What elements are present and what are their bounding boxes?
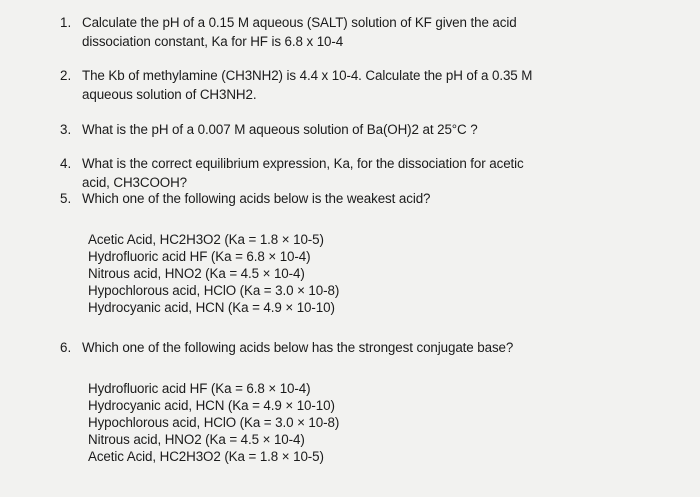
question-text-line: Which one of the following acids below has the strongest conjugate base? [82, 340, 514, 355]
acid-list-item: Hydrofluoric acid HF (Ka = 6.8 × 10-4) [88, 249, 311, 264]
acid-list-item: Acetic Acid, HC2H3O2 (Ka = 1.8 × 10-5) [88, 449, 324, 464]
acid-list-item: Hypochlorous acid, HClO (Ka = 3.0 × 10-8) [88, 415, 340, 430]
acid-list-item: Nitrous acid, HNO2 (Ka = 4.5 × 10-4) [88, 432, 305, 447]
acid-list-item: Acetic Acid, HC2H3O2 (Ka = 1.8 × 10-5) [88, 232, 324, 247]
question-text-line: Which one of the following acids below is the weakest acid? [82, 191, 431, 206]
question-text-line: dissociation constant, Ka for HF is 6.8 x 10-4 [82, 34, 344, 49]
question-text-line: What is the correct equilibrium expression, Ka, for the dissociation for acetic [82, 156, 524, 171]
question-number: 5. [60, 191, 72, 206]
question-text-line: aqueous solution of CH3NH2. [82, 87, 257, 102]
question-number: 4. [60, 156, 72, 171]
question-text-line: What is the pH of a 0.007 M aqueous solution of Ba(OH)2 at 25°C ? [82, 122, 478, 137]
acid-list-item: Hypochlorous acid, HClO (Ka = 3.0 × 10-8) [88, 283, 340, 298]
question-number: 1. [60, 15, 72, 30]
question-text-line: Calculate the pH of a 0.15 M aqueous (SALT) solution of KF given the acid [82, 15, 517, 30]
question-number: 3. [60, 122, 72, 137]
question-text-line: The Kb of methylamine (CH3NH2) is 4.4 x 10-4. Calculate the pH of a 0.35 M [82, 68, 533, 83]
question-number: 6. [60, 340, 72, 355]
acid-list-item: Hydrocyanic acid, HCN (Ka = 4.9 × 10-10) [88, 398, 335, 413]
question-number: 2. [60, 68, 72, 83]
acid-list-item: Hydrofluoric acid HF (Ka = 6.8 × 10-4) [88, 381, 311, 396]
question-text-line: acid, CH3COOH? [82, 175, 188, 190]
acid-list-item: Nitrous acid, HNO2 (Ka = 4.5 × 10-4) [88, 266, 305, 281]
acid-list-item: Hydrocyanic acid, HCN (Ka = 4.9 × 10-10) [88, 300, 335, 315]
